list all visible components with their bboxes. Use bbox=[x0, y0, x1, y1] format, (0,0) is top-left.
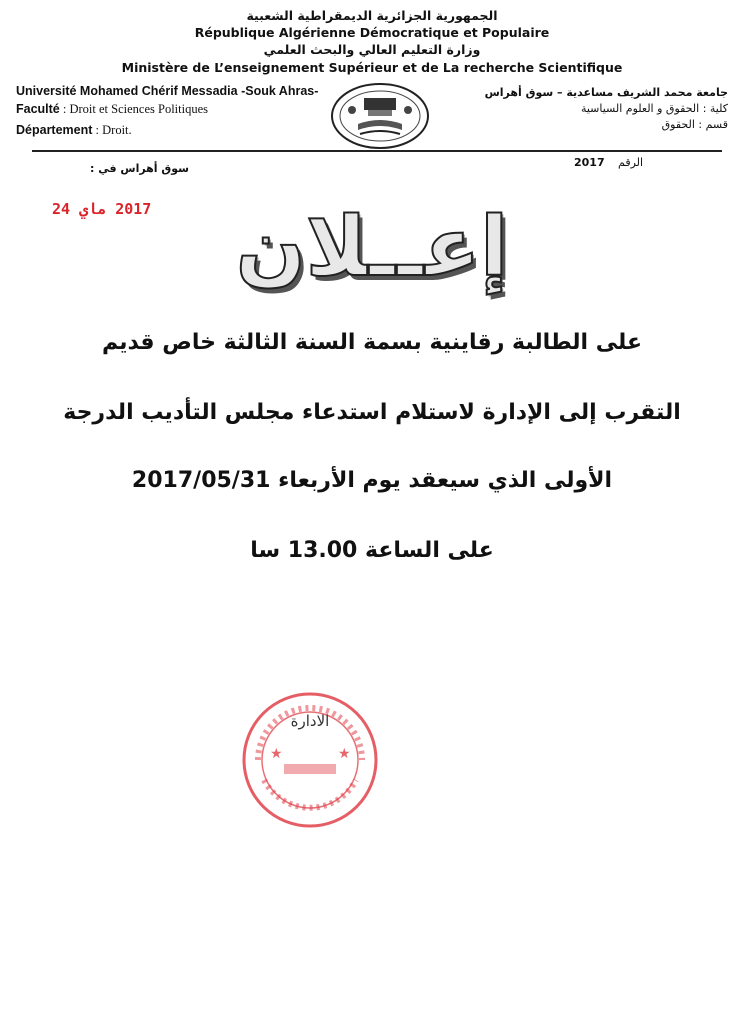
svg-text:★: ★ bbox=[270, 746, 283, 762]
round-stamp-icon bbox=[240, 690, 380, 830]
department-label: Département bbox=[16, 123, 93, 137]
ministry-fr: Ministère de L’enseignement Supérieur et de La recherche Scientifique bbox=[121, 60, 623, 75]
university-block-fr bbox=[16, 84, 318, 138]
republic-ar: الجمهورية الجزائرية الديمقراطية الشعبية bbox=[246, 8, 498, 23]
faculty-fr bbox=[16, 102, 318, 117]
announcement-title: إعــلان bbox=[235, 200, 509, 295]
republic-fr: République Algérienne Démocratique et Populaire bbox=[194, 25, 550, 40]
svg-text:★: ★ bbox=[338, 746, 351, 762]
department-value: : Droit. bbox=[95, 123, 132, 137]
date-stamp: 2017 ماي 24 bbox=[52, 200, 152, 218]
faculty-label: Faculté bbox=[16, 102, 60, 116]
body-line-4: على الساعة 13.00 سا bbox=[250, 538, 494, 563]
header-divider bbox=[32, 150, 722, 152]
body-line-2: التقرب إلى الإدارة لاستلام استدعاء مجلس التأديب الدرجة bbox=[63, 400, 681, 425]
body-line-3: الأولى الذي سيعقد يوم الأربعاء 2017/05/31 bbox=[131, 468, 613, 493]
administration-label: الادارة bbox=[290, 712, 330, 730]
university-name-ar: جامعة محمد الشريف مساعدية – سوق أهراس bbox=[484, 86, 728, 99]
university-name-fr: Université Mohamed Chérif Messadia -Souk Ahras- bbox=[16, 84, 319, 98]
ministry-ar: وزارة التعليم العالي والبحث العلمي bbox=[263, 42, 481, 57]
department-fr bbox=[16, 123, 318, 138]
administration-stamp bbox=[240, 690, 380, 830]
department-ar: قسم : الحقوق bbox=[661, 118, 728, 131]
faculty-value: : Droit et Sciences Politiques bbox=[62, 102, 209, 116]
reference-year: 2017 bbox=[574, 156, 605, 169]
university-seal-icon bbox=[330, 80, 430, 150]
university-block-ar bbox=[485, 86, 728, 131]
reference-number-label: الرقم bbox=[618, 156, 644, 169]
university-logo bbox=[330, 80, 430, 150]
faculty-ar: كلية : الحقوق و العلوم السياسية bbox=[580, 102, 728, 115]
body-line-1: على الطالبة رقاينية بسمة السنة الثالثة خاص قديم bbox=[101, 330, 643, 355]
place-date: سوق أهراس في : bbox=[90, 162, 189, 175]
